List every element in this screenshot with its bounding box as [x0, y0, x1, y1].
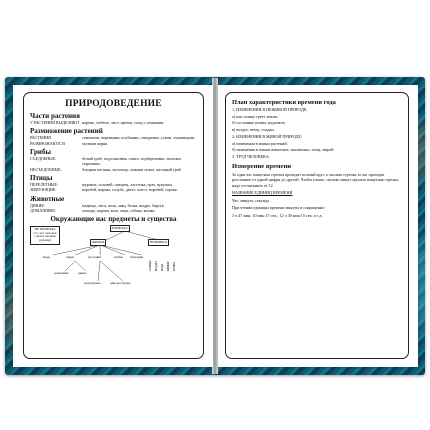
- left-page-frame: [23, 92, 204, 359]
- animals-row: [30, 208, 197, 213]
- nonliving-item: вода: [160, 264, 164, 272]
- row-value: журавль, соловей, скворец, ласточка, грач, кукушка.: [82, 181, 173, 187]
- reading-label: При чтении единицы времени минуты в сокращенно:: [232, 205, 326, 211]
- section-heading-parts: Части растения: [30, 112, 80, 120]
- not-nature-box: НЕ ПРИРОДА (то, что человек сделал своими руками): [30, 226, 60, 245]
- row-label: ЗИМУЮЩИЕ:: [30, 187, 57, 193]
- nonliving-item: воздух: [154, 260, 158, 272]
- right-page-content: [232, 99, 402, 354]
- nonliving-item: солнце: [148, 260, 152, 272]
- sub-label: культурные: [84, 281, 101, 286]
- row-value: бледная поганка, мухомор, ложные опята, желчный гриб.: [82, 166, 183, 172]
- row-label: У РАСТЕНИЯ ВЫДЕЛЯЮТ: [30, 120, 80, 125]
- row-value: воробей, ворона, голубь, дятел, клест, воробей, сорока.: [82, 187, 178, 193]
- time-paragraph: За один час минутная стрелка проходит полный круг, а часовая стрелка за час проходит расстояние от одной цифры до другой. Чтобы узнать, сколько минут прошло минутная стрелка, надо отсчитывать от 12.: [232, 171, 399, 188]
- nonliving-box: НЕЖИВАЯ: [148, 239, 169, 246]
- row-label: ДИКИЕ:: [30, 202, 46, 208]
- row-label: РАСТЕНИЯ РАЗМНОЖАЮТСЯ: [30, 135, 65, 146]
- plan-item: б) изменения в жизни животных: насекомых, птиц, зверей.: [232, 147, 335, 153]
- page-title: ПРИРОДОВЕДЕНИЕ: [65, 99, 162, 109]
- row-label: НЕСЪЕДОБНЫЕ:: [30, 166, 62, 172]
- section-heading-birds: Птицы: [30, 173, 53, 182]
- section-heading-animals: Животные: [30, 194, 65, 203]
- nonliving-item: почва: [172, 262, 176, 272]
- mushrooms-row: [30, 167, 197, 172]
- left-page-content: [30, 99, 197, 354]
- branch-label: растения: [88, 255, 101, 260]
- page-title: План характеристики времени года: [232, 99, 336, 106]
- plan-item: 1. ИЗМЕНЕНИЯ В НЕЖИВОЙ ПРИРОДЕ:: [232, 107, 308, 112]
- plan-item: б) состояние почвы, водоемов;: [232, 120, 286, 126]
- row-value: медведь, лиса, волк, заяц, белка, выдра, барсук.: [82, 202, 165, 208]
- right-page: [218, 85, 418, 367]
- section-heading-mushrooms: Грибы: [30, 147, 51, 156]
- plan-item: 2. ИЗМЕНЕНИЯ В ЖИВОЙ ПРИРОДЕ:: [232, 133, 303, 139]
- sub-label: дикорастущие: [110, 281, 131, 286]
- section-heading-time: Измерение времени: [232, 162, 292, 170]
- row-label: ДОМАШНИЕ:: [30, 207, 57, 213]
- plan-item: а) как солнце греет землю;: [232, 113, 279, 119]
- branch-label: люди: [42, 255, 50, 260]
- row-label: ПЕРЕЛЕТНЫЕ:: [30, 181, 59, 187]
- left-page: [13, 85, 213, 367]
- right-page-frame: [225, 92, 409, 359]
- row-value: белый гриб, подосиновик, опята, подберезовик, лисички, сыроежки.: [82, 155, 182, 167]
- mushrooms-row: [30, 156, 197, 167]
- plan-item: в) воздух, ветер, осадки.: [232, 127, 275, 133]
- living-box: ЖИВАЯ: [90, 239, 106, 246]
- branch-label: бактерии: [130, 255, 144, 260]
- nonliving-item: камни: [166, 261, 170, 272]
- sub-label: дикие: [78, 271, 87, 276]
- sub-label: домашние: [54, 271, 69, 276]
- branch-label: звери: [66, 255, 74, 260]
- propagation-row: [30, 135, 197, 146]
- parts-row: [30, 120, 197, 125]
- nature-diagram: [30, 225, 197, 293]
- row-value: семенами, черенками, клубнями, отводками, усами, луковицами, частями корня.: [82, 135, 196, 146]
- units-label: НАЗВАНИЕ ЕДИНИЦ ВРЕМЕНИ: [232, 190, 293, 196]
- nature-box: ПРИРОДА: [110, 225, 130, 232]
- section-heading-surroundings: Окружающие нас предметы и существа: [50, 215, 177, 224]
- units-value: Час, минута, секунда.: [232, 197, 270, 203]
- plan-item: 3. ТРУД ЧЕЛОВЕКА.: [232, 153, 270, 159]
- reading-value: 3 ч 47 мин; 10 мин 15 сек.; 12 ч 30 мин 15 сек. и т.д.: [232, 212, 323, 218]
- branch-label: грибы: [114, 255, 123, 260]
- row-label: СЪЕДОБНЫЕ:: [30, 155, 57, 161]
- plan-item: а) изменения в жизни растений;: [232, 140, 288, 146]
- section-heading-propagation: Размножение растений: [30, 127, 103, 136]
- row-value: лошадь, корова, коза, овца, собака, кошка.: [82, 207, 156, 213]
- row-value: корень, стебель, лист, цветок, плод с семенами.: [82, 120, 165, 125]
- birds-row: [30, 187, 197, 192]
